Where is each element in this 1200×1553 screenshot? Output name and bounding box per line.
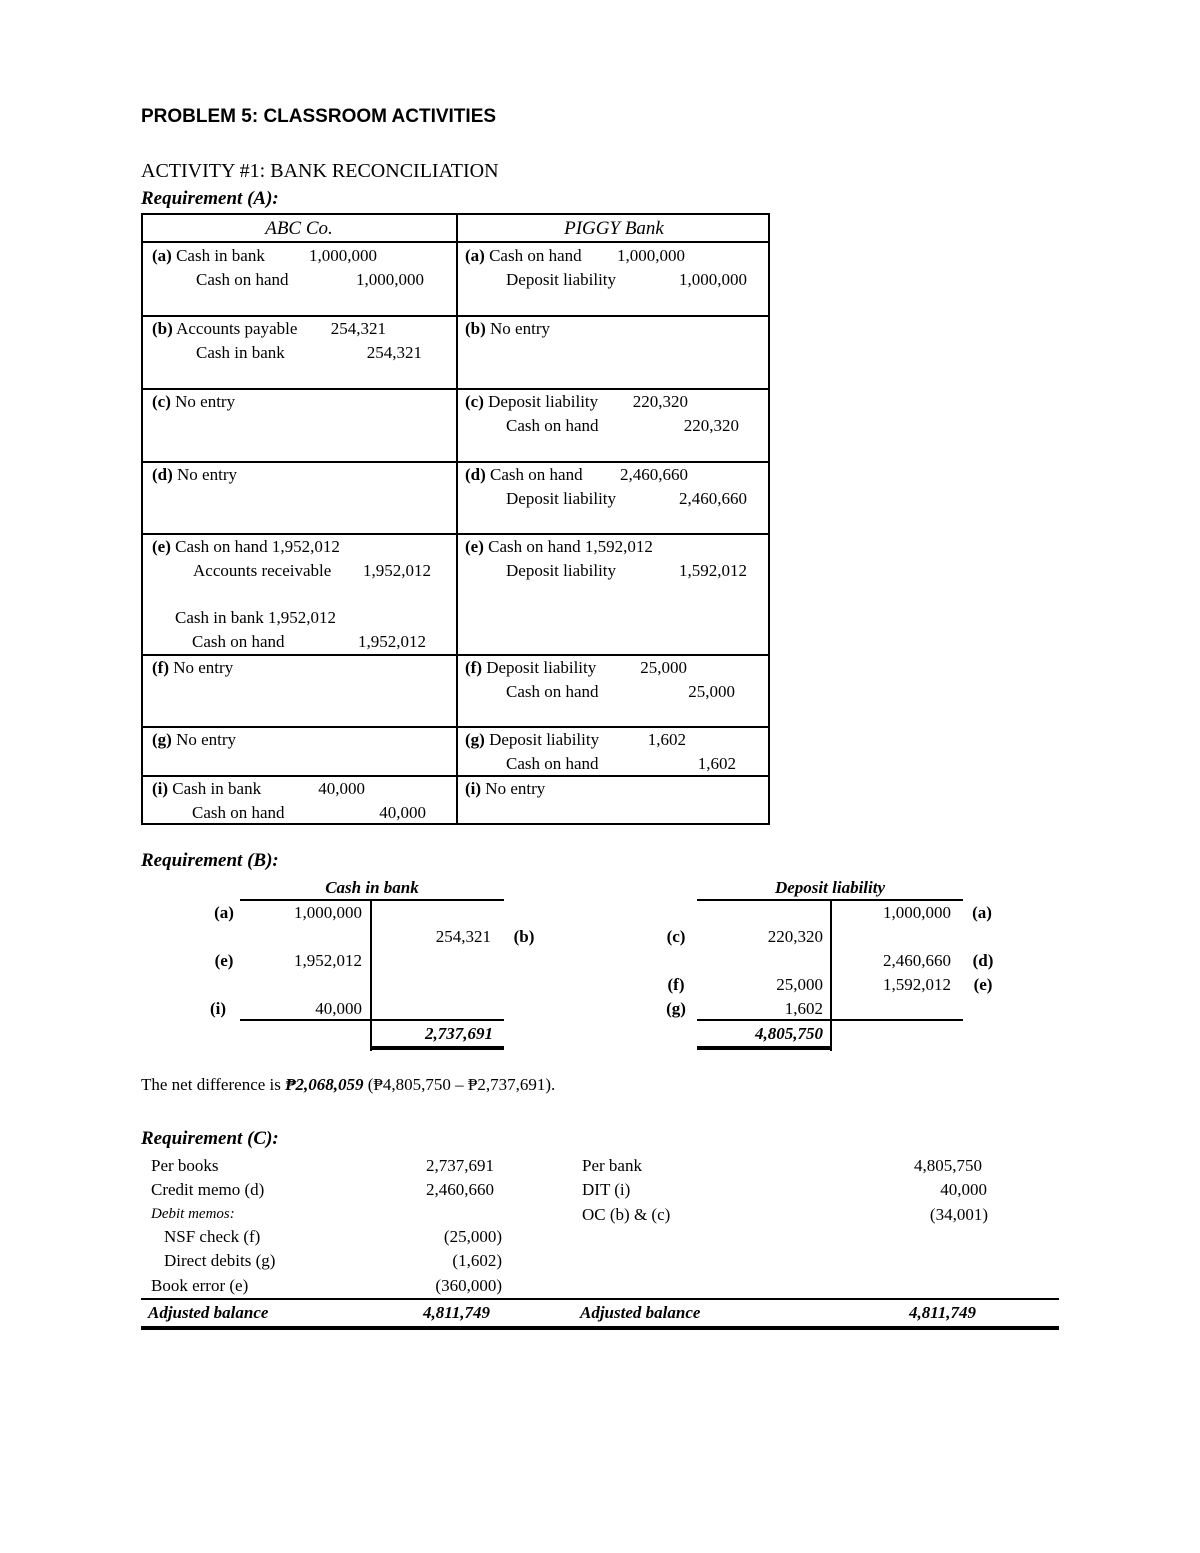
- entry-cell-abc-b: (b) Accounts payable 254,321 Cash in bank 254,321: [152, 319, 422, 362]
- t-account-credit-total-line: [830, 1019, 963, 1021]
- adjusted-balance-label-bank: Adjusted balance: [580, 1303, 701, 1322]
- row-divider: [143, 775, 768, 777]
- t-account-credit-total-line: [370, 1019, 504, 1021]
- recon-line-label: Per books: [151, 1156, 219, 1175]
- row-divider: [143, 315, 768, 317]
- t-account-center-line: [370, 900, 372, 1051]
- recon-line-amount: (1,602): [452, 1251, 502, 1270]
- entry-cell-piggy-a: (a) Cash on hand 1,000,000 Deposit liability 1,000,000: [465, 246, 747, 289]
- row-divider: [143, 241, 768, 243]
- column-header-abc-co: ABC Co.: [265, 218, 333, 239]
- entry-cell-abc-f: (f) No entry: [152, 658, 234, 677]
- recon-line-label: Debit memos:: [151, 1206, 235, 1222]
- t-entry-label: (a): [214, 903, 234, 922]
- row-divider: [143, 388, 768, 390]
- t-account-total: 4,805,750: [755, 1024, 823, 1043]
- t-account-debit-total-line: [697, 1019, 832, 1021]
- recon-line-amount: 2,460,660: [426, 1180, 494, 1199]
- row-divider: [143, 654, 768, 656]
- t-entry-value: 1,000,000: [883, 903, 951, 922]
- entry-cell-abc-e: (e) Cash on hand 1,952,012 Accounts receivable 1,952,012 Cash in bank 1,952,012 Cash on hand 1,952,012: [152, 537, 431, 651]
- entry-cell-piggy-e: (e) Cash on hand 1,592,012 Deposit liability 1,592,012: [465, 537, 747, 580]
- row-divider: [143, 461, 768, 463]
- t-entry-value: 1,592,012: [883, 975, 951, 994]
- activity-title: ACTIVITY #1: BANK RECONCILIATION: [141, 160, 499, 182]
- recon-line-amount: 2,737,691: [426, 1156, 494, 1175]
- recon-line-label: Credit memo (d): [151, 1180, 265, 1199]
- entry-cell-abc-c: (c) No entry: [152, 392, 236, 411]
- recon-line-label: DIT (i): [582, 1180, 631, 1199]
- entry-cell-piggy-d: (d) Cash on hand 2,460,660 Deposit liability 2,460,660: [465, 465, 747, 508]
- recon-line-amount: (34,001): [929, 1205, 988, 1224]
- t-entry-label: (a): [972, 903, 992, 922]
- entry-cell-piggy-b: (b) No entry: [465, 319, 550, 338]
- recon-line-amount: 40,000: [940, 1180, 987, 1199]
- entry-cell-piggy-i: (i) No entry: [465, 779, 546, 798]
- requirement-c-label: Requirement (C):: [141, 1128, 279, 1149]
- t-entry-value: 25,000: [776, 975, 823, 994]
- adjusted-balance-label-books: Adjusted balance: [148, 1303, 269, 1322]
- t-entry-value: 1,000,000: [294, 903, 362, 922]
- entry-cell-abc-a: (a) Cash in bank 1,000,000 Cash on hand 1,000,000: [152, 246, 424, 289]
- net-difference-text: The net difference is ₱2,068,059 (₱4,805,750 – ₱2,737,691).: [141, 1075, 556, 1094]
- t-account-debit-total-line: [240, 1019, 372, 1021]
- entry-cell-abc-i: (i) Cash in bank 40,000 Cash on hand 40,000: [152, 779, 426, 822]
- adjusted-balance-bank: 4,811,749: [908, 1303, 976, 1322]
- entry-cell-abc-d: (d) No entry: [152, 465, 237, 484]
- page-heading: PROBLEM 5: CLASSROOM ACTIVITIES: [141, 106, 497, 127]
- t-entry-value: 2,460,660: [883, 951, 951, 970]
- recon-line-label: Book error (e): [151, 1276, 249, 1295]
- t-entry-label: (c): [666, 927, 686, 946]
- t-entry-label: (g): [666, 999, 686, 1018]
- t-account-total: 2,737,691: [425, 1024, 493, 1043]
- recon-line-label: OC (b) & (c): [582, 1205, 671, 1224]
- t-entry-value: 40,000: [315, 999, 362, 1018]
- column-header-piggy-bank: PIGGY Bank: [564, 218, 664, 239]
- recon-line-amount: (25,000): [443, 1227, 502, 1246]
- recon-line-label: NSF check (f): [164, 1227, 261, 1246]
- entry-cell-piggy-g: (g) Deposit liability 1,602 Cash on hand 1,602: [465, 730, 736, 773]
- adjusted-balance-bottom-rule: [141, 1326, 1059, 1330]
- t-entry-value: 1,602: [784, 999, 823, 1018]
- recon-line-label: Direct debits (g): [164, 1251, 276, 1270]
- recon-line-label: Per bank: [582, 1156, 642, 1175]
- t-entry-value: 254,321: [435, 927, 491, 946]
- requirement-b-label: Requirement (B):: [141, 850, 279, 871]
- recon-line-amount: (360,000): [435, 1276, 502, 1295]
- adjusted-balance-books: 4,811,749: [422, 1303, 490, 1322]
- t-account-double-underline: [370, 1046, 504, 1050]
- adjusted-balance-top-rule: [141, 1298, 1059, 1300]
- t-entry-label: (f): [667, 975, 685, 994]
- recon-line-amount: 4,805,750: [914, 1156, 982, 1175]
- entry-cell-piggy-f: (f) Deposit liability 25,000 Cash on hand 25,000: [465, 658, 735, 701]
- t-entry-label: (e): [973, 975, 993, 994]
- requirement-a-label: Requirement (A):: [141, 188, 279, 209]
- t-account-top-line: [240, 899, 504, 901]
- t-entry-label: (i): [209, 999, 227, 1018]
- entry-cell-abc-g: (g) No entry: [152, 730, 237, 749]
- journal-entries-table: [141, 213, 770, 825]
- t-entry-value: 220,320: [767, 927, 823, 946]
- t-account-double-underline: [697, 1046, 832, 1050]
- t-entry-label: (e): [214, 951, 234, 970]
- t-account-title: Deposit liability: [774, 878, 886, 897]
- t-entry-label: (d): [972, 951, 994, 970]
- t-entry-value: 1,952,012: [294, 951, 362, 970]
- entry-cell-piggy-c: (c) Deposit liability 220,320 Cash on hand 220,320: [465, 392, 739, 435]
- t-account-title: Cash in bank: [325, 878, 419, 897]
- t-entry-label: (b): [513, 927, 535, 946]
